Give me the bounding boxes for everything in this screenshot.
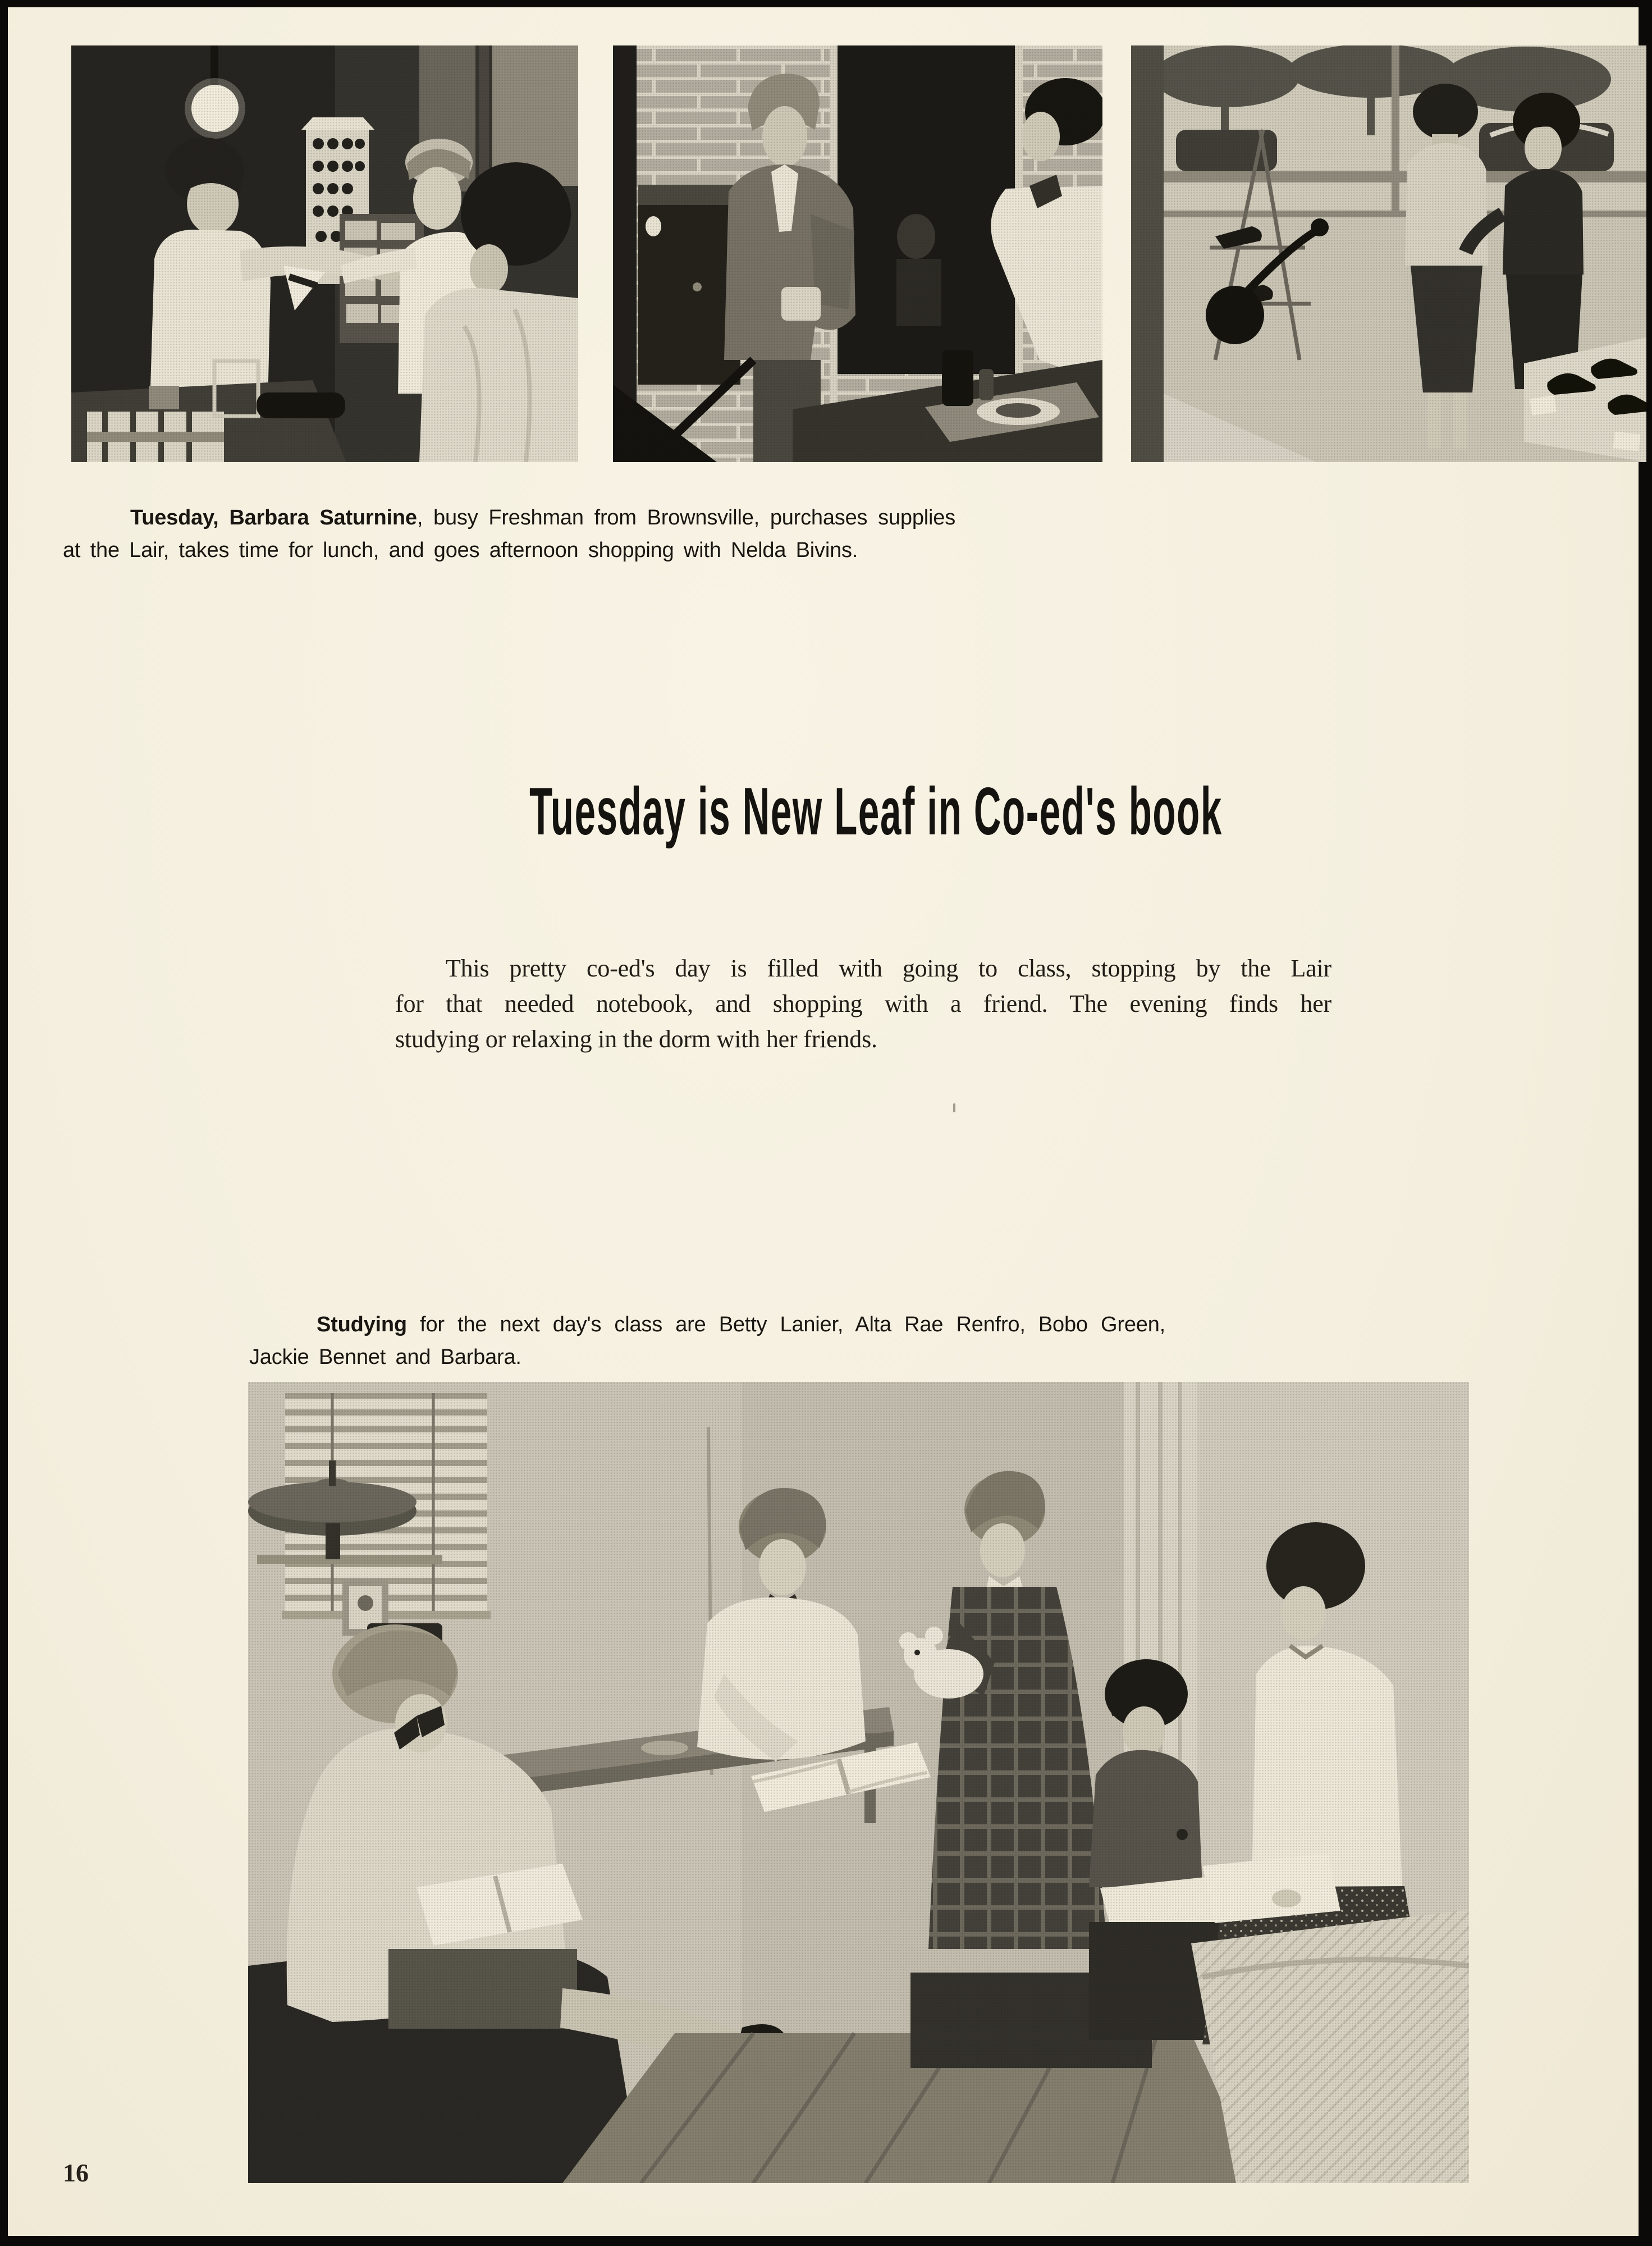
body-line: This pretty co-ed's day is filled with going to class, stopping by the Lair	[446, 955, 1331, 982]
body-paragraph	[395, 951, 1331, 1057]
shopping-illustration	[1131, 45, 1646, 462]
photo-shoe-shopping	[1131, 45, 1646, 462]
page-title: Tuesday is New Leaf in Co-ed's book	[529, 774, 1223, 849]
photo-lunch	[613, 45, 1102, 462]
caption-bottom	[249, 1308, 1165, 1373]
caption-bottom-rest: for the next day's class are Betty Lanier, Alta Rae Renfro, Bobo Green, Jackie Bennet and Barbara.	[249, 1313, 1165, 1369]
paper-sheet	[8, 7, 1639, 2236]
lair-store-illustration	[71, 45, 578, 462]
caption-top-lead: Tuesday, Barbara Saturnine	[130, 506, 417, 529]
headline-row	[8, 774, 1652, 849]
photo-lair-store	[71, 45, 578, 462]
studying-illustration	[248, 1382, 1469, 2183]
lunch-illustration	[613, 45, 1102, 462]
page-number: 16	[63, 2158, 89, 2187]
photo-studying	[248, 1382, 1469, 2183]
caption-top-rest: , busy Freshman from Brownsville, purchases supplies at the Lair, takes time for lunch, and goes afternoon shopping with Nelda Bivins.	[63, 506, 955, 562]
scan-speck	[953, 1103, 955, 1112]
body-line: for that needed notebook, and shopping with a friend. The evening finds her	[395, 990, 1331, 1017]
caption-bottom-lead: Studying	[317, 1313, 407, 1336]
body-line: studying or relaxing in the dorm with her friends.	[395, 1025, 877, 1053]
caption-top	[63, 501, 955, 567]
